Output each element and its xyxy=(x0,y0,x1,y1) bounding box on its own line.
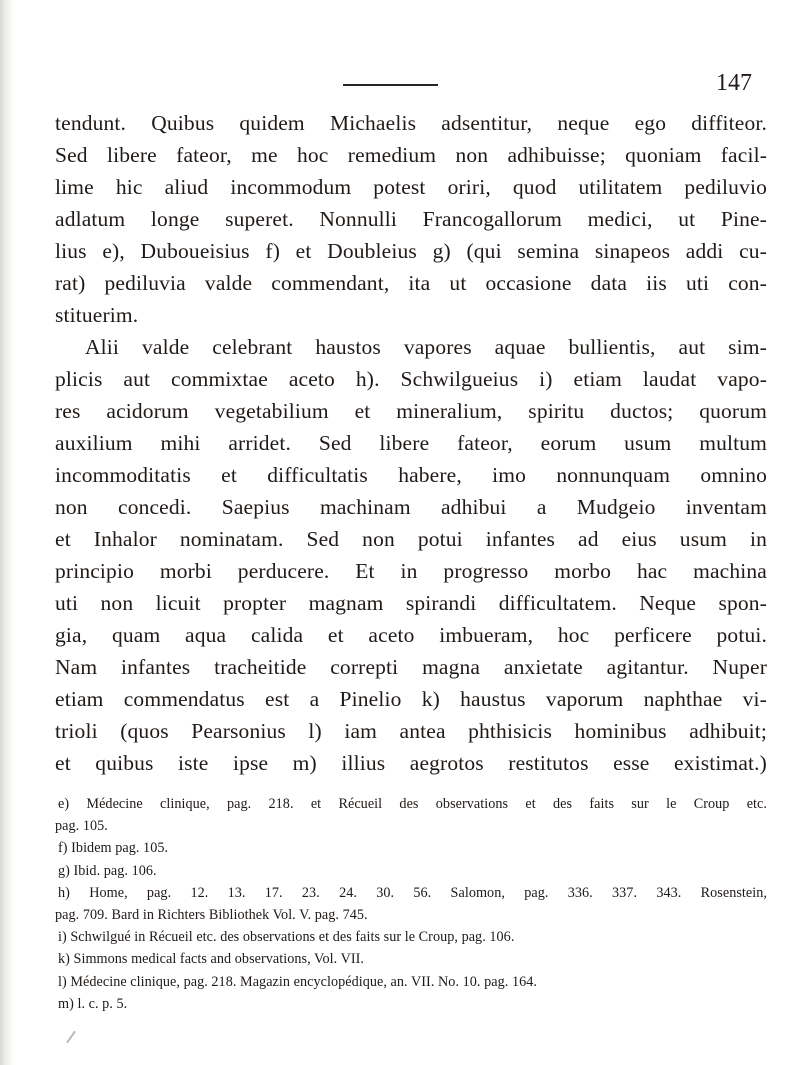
footnote-line: i) Schwilgué in Récueil etc. des observations et des faits sur le Croup, pag. 106. xyxy=(58,929,515,946)
stray-ink-mark xyxy=(66,1031,76,1044)
body-line: etiam commendatus est a Pinelio k) haustus vaporum naphthae vi- xyxy=(55,687,767,711)
body-line: stituerim. xyxy=(55,303,139,327)
footnote-line: l) Médecine clinique, pag. 218. Magazin encyclopédique, an. VII. No. 10. pag. 164. xyxy=(58,973,537,990)
body-line: principio morbi perducere. Et in progresso morbo hac machina xyxy=(55,559,767,583)
body-line: Alii valde celebrant haustos vapores aquae bullientis, aut sim- xyxy=(85,335,767,359)
body-line: lime hic aliud incommodum potest oriri, quod utilitatem pediluvio xyxy=(55,175,767,199)
body-line: plicis aut commixtae aceto h). Schwilgueius i) etiam laudat vapo- xyxy=(55,367,767,391)
body-line: et quibus iste ipse m) illius aegrotos restitutos esse existimat.) xyxy=(55,751,767,775)
footnote-line: f) Ibidem pag. 105. xyxy=(58,840,169,857)
body-line: Nam infantes tracheitide correpti magna anxietate agitantur. Nuper xyxy=(55,655,767,679)
footnotes xyxy=(55,793,767,1015)
footnote-line: pag. 105. xyxy=(55,818,108,835)
footnote-line: k) Simmons medical facts and observations, Vol. VII. xyxy=(58,951,365,968)
header-rule xyxy=(343,84,438,86)
body-line: lius e), Duboueisius f) et Doubleius g) (qui semina sinapeos addi cu- xyxy=(55,239,767,263)
footnote-line: m) l. c. p. 5. xyxy=(58,995,128,1012)
footnote-line: g) Ibid. pag. 106. xyxy=(58,862,157,879)
body-line: gia, quam aqua calida et aceto imbueram, hoc perficere potui. xyxy=(55,623,767,647)
body-line: auxilium mihi arridet. Sed libere fateor, eorum usum multum xyxy=(55,431,767,455)
body-line: rat) pediluvia valde commendant, ita ut occasione data iis uti con- xyxy=(55,271,767,295)
page-gutter-shadow xyxy=(0,0,14,1065)
body-line: et Inhalor nominatam. Sed non potui infantes ad eius usum in xyxy=(55,527,767,551)
body-line: Sed libere fateor, me hoc remedium non adhibuisse; quoniam facil- xyxy=(55,143,767,167)
footnote-line: e) Médecine clinique, pag. 218. et Récueil des observations et des faits sur le Croup etc. xyxy=(58,796,767,812)
body-line: trioli (quos Pearsonius l) iam antea phthisicis hominibus adhibuit; xyxy=(55,719,767,743)
page-number: 147 xyxy=(716,70,752,96)
footnote-line: pag. 709. Bard in Richters Bibliothek Vol. V. pag. 745. xyxy=(55,907,368,924)
body-line: uti non licuit propter magnam spirandi difficultatem. Neque spon- xyxy=(55,591,767,615)
body-text xyxy=(55,107,767,779)
body-line: incommoditatis et difficultatis habere, imo nonnunquam omnino xyxy=(55,463,767,487)
body-line: res acidorum vegetabilium et mineralium, spiritu ductos; quorum xyxy=(55,399,767,423)
body-line: tendunt. Quibus quidem Michaelis adsentitur, neque ego diffiteor. xyxy=(55,111,767,135)
body-line: non concedi. Saepius machinam adhibui a Mudgeio inventam xyxy=(55,495,767,519)
body-line: adlatum longe superet. Nonnulli Francogallorum medici, ut Pine- xyxy=(55,207,767,231)
footnote-line: h) Home, pag. 12. 13. 17. 23. 24. 30. 56. Salomon, pag. 336. 337. 343. Rosenstein, xyxy=(58,884,767,901)
